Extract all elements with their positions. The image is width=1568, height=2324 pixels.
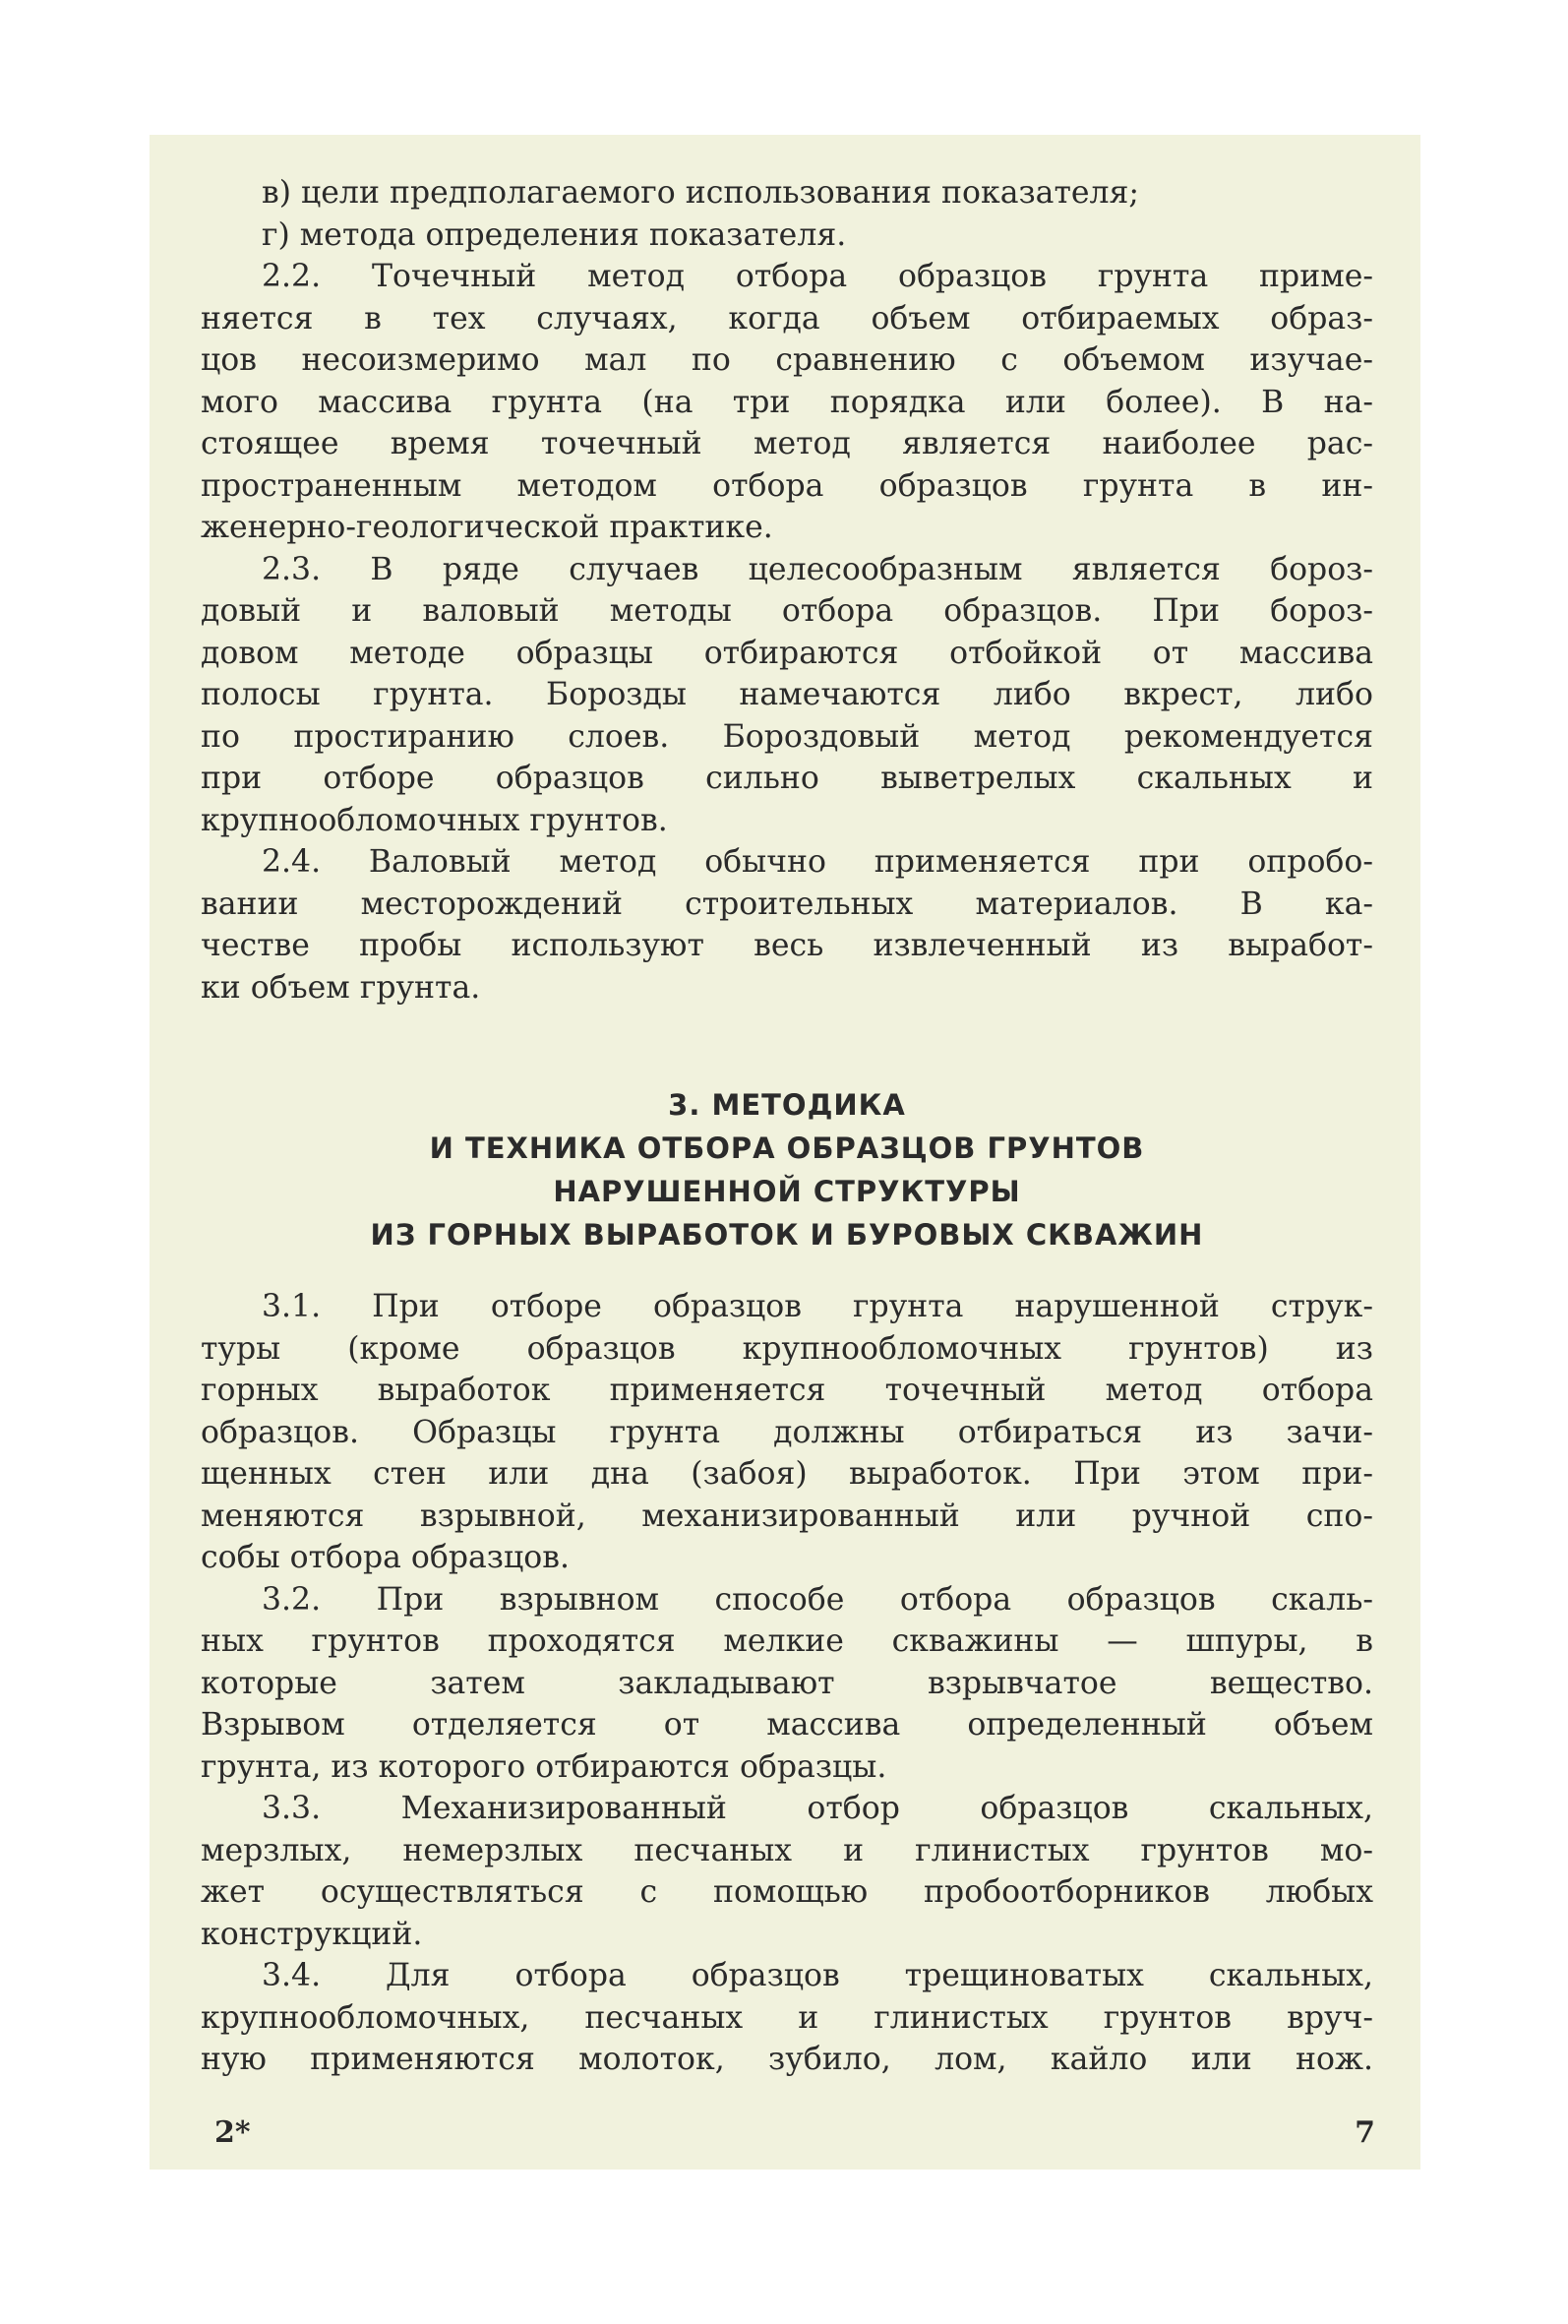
text-line: Взрывом отделяется от массива определенный объем	[201, 1707, 1373, 1743]
text-line: которые затем закладывают взрывчатое вещество.	[201, 1665, 1373, 1701]
paragraph-2-4	[201, 841, 1373, 1009]
paragraph-3-2	[201, 1579, 1373, 1789]
text-line: довый и валовый методы отбора образцов. При бороз-	[201, 593, 1373, 629]
text-line: грунта, из которого отбираются образцы.	[201, 1748, 887, 1785]
text-line: по простиранию слоев. Бороздовый метод рекомендуется	[201, 718, 1373, 755]
text-line: горных выработок применяется точечный метод отбора	[201, 1373, 1373, 1408]
signature-mark: 2*	[214, 2115, 251, 2150]
text-line: собы отбора образцов.	[201, 1540, 570, 1575]
paragraph-3-4	[201, 1955, 1373, 2081]
section-spacer	[201, 1009, 1373, 1083]
paragraph-3-3	[201, 1788, 1373, 1955]
text-line: туры (кроме образцов крупнообломочных грунтов) из	[201, 1330, 1373, 1367]
text-line: пространенным методом отбора образцов грунта в ин-	[201, 467, 1373, 504]
text-line: няется в тех случаях, когда объем отбираемых образ-	[201, 300, 1373, 336]
paragraph-2-1-items	[201, 172, 1373, 256]
text-line: крупнообломочных грунтов.	[201, 802, 668, 838]
text-line: 3.4. Для отбора образцов трещиноватых скальных,	[262, 1958, 1373, 1993]
text-line: вании месторождений строительных материалов. В ка-	[201, 886, 1373, 922]
text-line: женерно-геологической практике.	[201, 510, 773, 545]
text-line: 2.2. Точечный метод отбора образцов грунта приме-	[262, 259, 1373, 294]
text-line: 3.3. Механизированный отбор образцов скальных,	[262, 1791, 1373, 1826]
text-line: 3.2. При взрывном способе отбора образцов скаль-	[262, 1581, 1373, 1618]
page-number: 7	[1355, 2115, 1375, 2150]
text-line: ную применяются молоток, зубило, лом, кайло или нож.	[201, 2042, 1373, 2077]
text-line: мерзлых, немерзлых песчаных и глинистых грунтов мо-	[201, 1832, 1373, 1868]
text-line: при отборе образцов сильно выветрелых скальных и	[201, 761, 1373, 796]
text-line: образцов. Образцы грунта должны отбираться из зачи-	[201, 1414, 1373, 1450]
text-line: ных грунтов проходятся мелкие скважины — шпуры, в	[201, 1623, 1373, 1659]
paragraph-2-3	[201, 549, 1373, 842]
section-heading	[201, 1083, 1373, 1256]
heading-line: НАРУШЕННОЙ СТРУКТУРЫ	[553, 1175, 1021, 1208]
text-line: честве пробы используют весь извлеченный из выработ-	[201, 928, 1373, 963]
text-line: мого массива грунта (на три порядка или более). В на-	[201, 384, 1373, 420]
text-line: стоящее время точечный метод является наиболее рас-	[201, 426, 1373, 461]
text-line: полосы грунта. Борозды намечаются либо вкрест, либо	[201, 677, 1373, 712]
text-line: в) цели предполагаемого использования показателя;	[262, 175, 1140, 211]
text-line: жет осуществляться с помощью пробоотборников любых	[201, 1874, 1373, 1910]
text-line: конструкций.	[201, 1916, 423, 1952]
text-line: 2.4. Валовый метод обычно применяется при опробо-	[262, 844, 1373, 880]
paragraph-2-2	[201, 256, 1373, 549]
paragraph-3-1	[201, 1286, 1373, 1579]
heading-spacer	[201, 1256, 1373, 1286]
text-line: г) метода определения показателя.	[262, 216, 847, 253]
text-line: крупнообломочных, песчаных и глинистых грунтов вруч-	[201, 1999, 1373, 2036]
text-line: меняются взрывной, механизированный или ручной спо-	[201, 1498, 1373, 1534]
text-line: цов несоизмеримо мал по сравнению с объемом изучае-	[201, 342, 1373, 378]
page-footer	[214, 2112, 1375, 2155]
text-line: довом методе образцы отбираются отбойкой от массива	[201, 635, 1373, 671]
document-page	[150, 135, 1420, 2170]
heading-line: ИЗ ГОРНЫХ ВЫРАБОТОК И БУРОВЫХ СКВАЖИН	[370, 1218, 1204, 1252]
text-line: щенных стен или дна (забоя) выработок. При этом при-	[201, 1456, 1373, 1492]
text-line: 3.1. При отборе образцов грунта нарушенной струк-	[262, 1289, 1373, 1324]
heading-line: 3. МЕТОДИКА	[668, 1088, 906, 1122]
text-line: 2.3. В ряде случаев целесообразным является бороз-	[262, 551, 1373, 587]
heading-line: И ТЕХНИКА ОТБОРА ОБРАЗЦОВ ГРУНТОВ	[429, 1131, 1145, 1165]
text-line: ки объем грунта.	[201, 969, 481, 1006]
